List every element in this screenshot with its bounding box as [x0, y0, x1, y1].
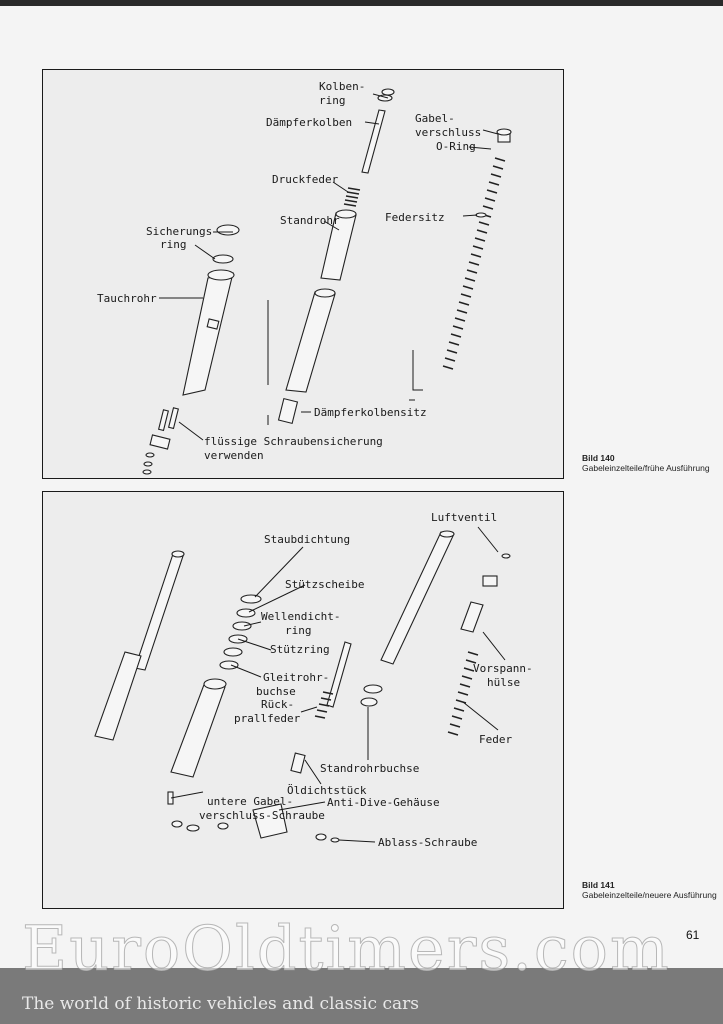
label-schraubensicherung-2: verwenden [204, 449, 264, 462]
page-top-edge [0, 0, 723, 6]
caption-figure-141 [582, 880, 717, 900]
small-bolts [143, 408, 178, 474]
label-standrohr: Standrohr [280, 214, 340, 227]
caption-141-text: Gabeleinzelteile/neuere Ausführung [582, 890, 717, 900]
leader-feder [463, 702, 498, 730]
label-kolbenring-1: Kolben- [319, 80, 366, 93]
label-sicherungsring-1: Sicherungs [146, 225, 213, 238]
figure-141-newer-fork-parts [42, 491, 564, 909]
gleitrohr-part [171, 679, 226, 777]
leader-untere-gabelverschluss [171, 792, 203, 798]
label-untere-gabelverschluss-2: verschluss-Schraube [199, 809, 325, 822]
caption-140-number: Bild 140 [582, 453, 615, 463]
vorspannhuelse-part [461, 602, 483, 632]
label-luftventil: Luftventil [431, 511, 498, 524]
caption-figure-140 [582, 453, 710, 473]
label-tauchrohr: Tauchrohr [97, 292, 157, 305]
ring-part [213, 255, 233, 263]
label-vorspannhuelse-1: Vorspann- [473, 662, 533, 675]
label-wellendichtring-2: ring [285, 624, 312, 637]
label-ablass-schraube: Ablass-Schraube [378, 836, 478, 849]
gabelverschluss-part [497, 129, 511, 142]
daempferstange-part [327, 642, 351, 707]
label-schraubensicherung-1: flüssige Schraubensicherung [204, 435, 383, 448]
leader-ablass-schraube [339, 840, 375, 842]
label-stuetzscheibe: Stützscheibe [285, 578, 365, 591]
federsitz-spring-part [443, 158, 505, 369]
label-vorspannhuelse-2: hülse [487, 676, 521, 689]
label-rueckprallfeder-1: Rück- [261, 698, 295, 711]
label-rueckprallfeder-2: prallfeder [234, 712, 301, 725]
label-wellendichtring-1: Wellendicht- [261, 610, 341, 623]
oeldichtstueck-part [291, 753, 305, 773]
label-untere-gabelverschluss-1: untere Gabel- [207, 795, 294, 808]
label-federsitz: Federsitz [385, 211, 445, 224]
luftventil-part [483, 554, 510, 586]
label-stuetzring: Stützring [270, 643, 330, 656]
figure-140-drawing [43, 70, 565, 480]
label-o-ring: O-Ring [436, 140, 476, 153]
assembled-fork-part [95, 551, 184, 740]
leader-vorspannhuelse [483, 632, 505, 660]
label-anti-dive: Anti-Dive-Gehäuse [327, 796, 440, 809]
leader-gabelverschluss [483, 130, 498, 134]
figure-141-drawing [43, 492, 565, 910]
caption-140-text: Gabeleinzelteile/frühe Ausführung [582, 463, 710, 473]
label-standrohrbuchse: Standrohrbuchse [320, 762, 420, 775]
daempferkolben-part [362, 89, 394, 173]
leader-schraubensicherung [179, 422, 203, 440]
label-daempferkolben: Dämpferkolben [266, 116, 353, 129]
label-gabelverschluss-1: Gabel- [415, 112, 455, 125]
label-kolbenring-2: ring [319, 94, 346, 107]
leader-rueckprallfeder [301, 707, 317, 712]
label-gleitrohrbuchse-1: Gleitrohr- [263, 671, 330, 684]
standrohrbuchse-part [364, 685, 382, 693]
leader-luftventil [478, 527, 498, 552]
buchse-part [361, 698, 377, 706]
label-gleitrohrbuchse-2: buchse [256, 685, 296, 698]
leader-gleitrohrbuchse [231, 665, 261, 677]
label-sicherungsring-2: ring [160, 238, 187, 251]
seal-stack-part [220, 595, 261, 669]
label-druckfeder: Druckfeder [272, 173, 339, 186]
figure-140-early-fork-parts [42, 69, 564, 479]
federsitz-part [476, 213, 486, 217]
leader-oeldichtstueck [305, 760, 321, 784]
label-feder: Feder [479, 733, 513, 746]
standrohr-141-part [381, 531, 454, 664]
label-staubdichtung: Staubdichtung [264, 533, 351, 546]
sicherungsring-part [217, 225, 239, 235]
page-number: 61 [686, 928, 700, 942]
label-oeldichtstueck: Öldichtstück [287, 784, 367, 797]
label-gabelverschluss-2: verschluss [415, 126, 482, 139]
tauchrohr-part [183, 270, 234, 395]
leader-federsitz [463, 215, 477, 216]
caption-141-number: Bild 141 [582, 880, 615, 890]
standrohr-part [279, 210, 356, 423]
label-daempferkolbensitz: Dämpferkolbensitz [314, 406, 427, 419]
leader-stuetzring [238, 639, 271, 650]
watermark-brand: EuroOldtimers.com [22, 912, 671, 985]
watermark-tagline: The world of historic vehicles and classic cars [22, 994, 419, 1014]
